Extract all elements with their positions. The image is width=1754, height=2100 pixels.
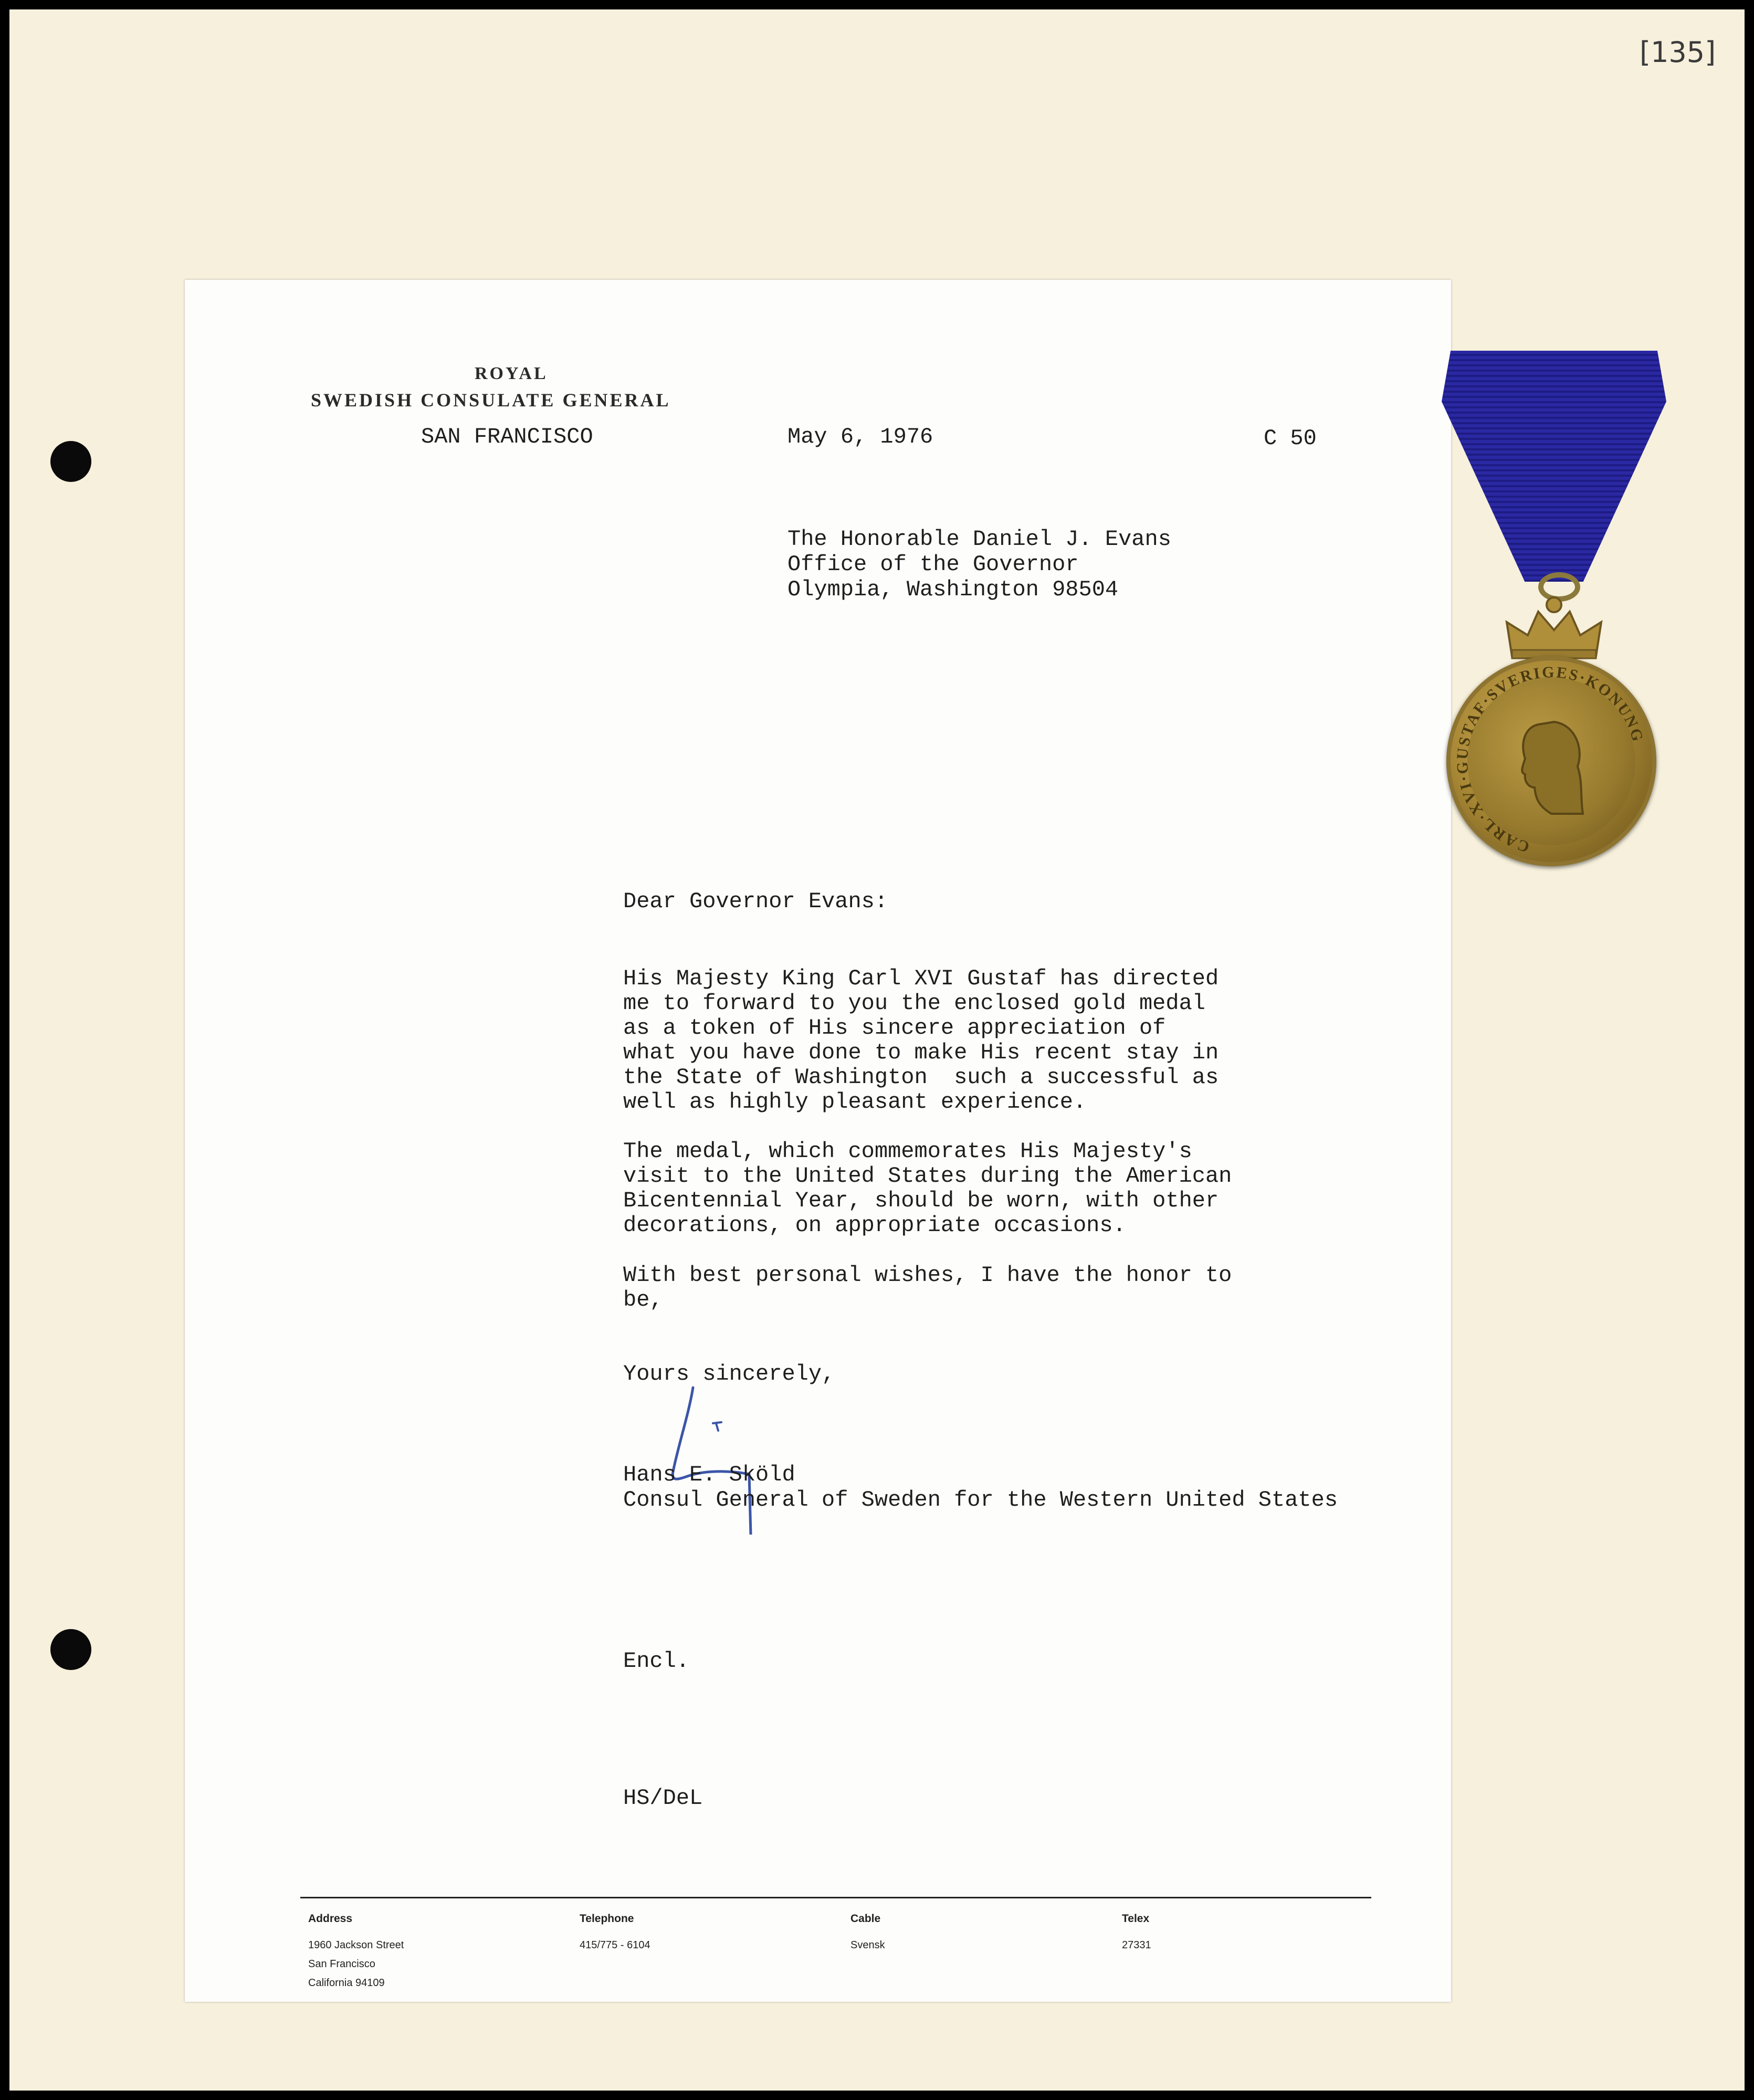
- gold-medal: [1446, 656, 1656, 866]
- page-number: [135]: [1640, 36, 1716, 69]
- reference-code: C 50: [1264, 426, 1317, 451]
- king-profile-icon: [1522, 722, 1583, 814]
- footer-value: California 94109: [308, 1977, 385, 1989]
- body-line: His Majesty King Carl XVI Gustaf has directed: [623, 966, 1219, 991]
- body-line: visit to the United States during the American: [623, 1163, 1232, 1189]
- footer-divider: [300, 1897, 1371, 1898]
- crown-icon: [1501, 593, 1606, 662]
- footer-value: 27331: [1122, 1939, 1151, 1951]
- signer-name: Hans E. Sköld: [623, 1462, 795, 1487]
- body-line: Bicentennial Year, should be worn, with other: [623, 1188, 1219, 1213]
- letter-date: May 6, 1976: [787, 424, 933, 449]
- body-line: be,: [623, 1287, 663, 1312]
- closing: Yours sincerely,: [623, 1361, 835, 1387]
- recipient-line: Office of the Governor: [787, 552, 1079, 577]
- punch-hole-bottom: [50, 1629, 91, 1670]
- footer-telephone: [580, 1913, 650, 1955]
- recipient-line: Olympia, Washington 98504: [787, 577, 1119, 602]
- salutation: Dear Governor Evans:: [623, 889, 888, 914]
- body-line: as a token of His sincere appreciation of: [623, 1015, 1166, 1041]
- signer-title: Consul General of Sweden for the Western United States: [623, 1487, 1338, 1513]
- footer-value: 415/775 - 6104: [580, 1939, 650, 1951]
- letterhead-city: SAN FRANCISCO: [421, 424, 593, 449]
- letter-sheet: [185, 280, 1451, 2002]
- letterhead-consulate: SWEDISH CONSULATE GENERAL: [311, 390, 671, 411]
- footer-value: 1960 Jackson Street: [308, 1939, 404, 1951]
- body-line: With best personal wishes, I have the honor to: [623, 1263, 1232, 1288]
- footer-value: Svensk: [850, 1939, 885, 1951]
- body-line: The medal, which commemorates His Majesty's: [623, 1139, 1192, 1164]
- recipient-line: The Honorable Daniel J. Evans: [787, 527, 1171, 552]
- footer-label: Telex: [1122, 1913, 1150, 1925]
- body-line: the State of Washington such a successful as: [623, 1065, 1219, 1090]
- footer-value: San Francisco: [308, 1958, 375, 1970]
- footer-label: Cable: [850, 1913, 881, 1925]
- punch-hole-top: [50, 441, 91, 482]
- body-line: what you have done to make His recent stay in: [623, 1040, 1219, 1065]
- footer-cable: [850, 1913, 885, 1955]
- typist-initials: HS/DeL: [623, 1786, 703, 1811]
- enclosure-note: Encl.: [623, 1648, 690, 1674]
- medal-inscription: [1446, 656, 1656, 866]
- footer-address: [308, 1913, 404, 1992]
- footer-label: Address: [308, 1913, 353, 1925]
- body-line: me to forward to you the enclosed gold medal: [623, 991, 1205, 1016]
- body-line: well as highly pleasant experience.: [623, 1089, 1087, 1115]
- footer-label: Telephone: [580, 1913, 634, 1925]
- body-line: decorations, on appropriate occasions.: [623, 1213, 1126, 1238]
- letterhead-royal: ROYAL: [475, 364, 548, 383]
- medal-inscription-text: CARL·XVI·GUSTAF·SVERIGES·KONUNG: [1453, 663, 1647, 856]
- footer-telex: [1122, 1913, 1151, 1955]
